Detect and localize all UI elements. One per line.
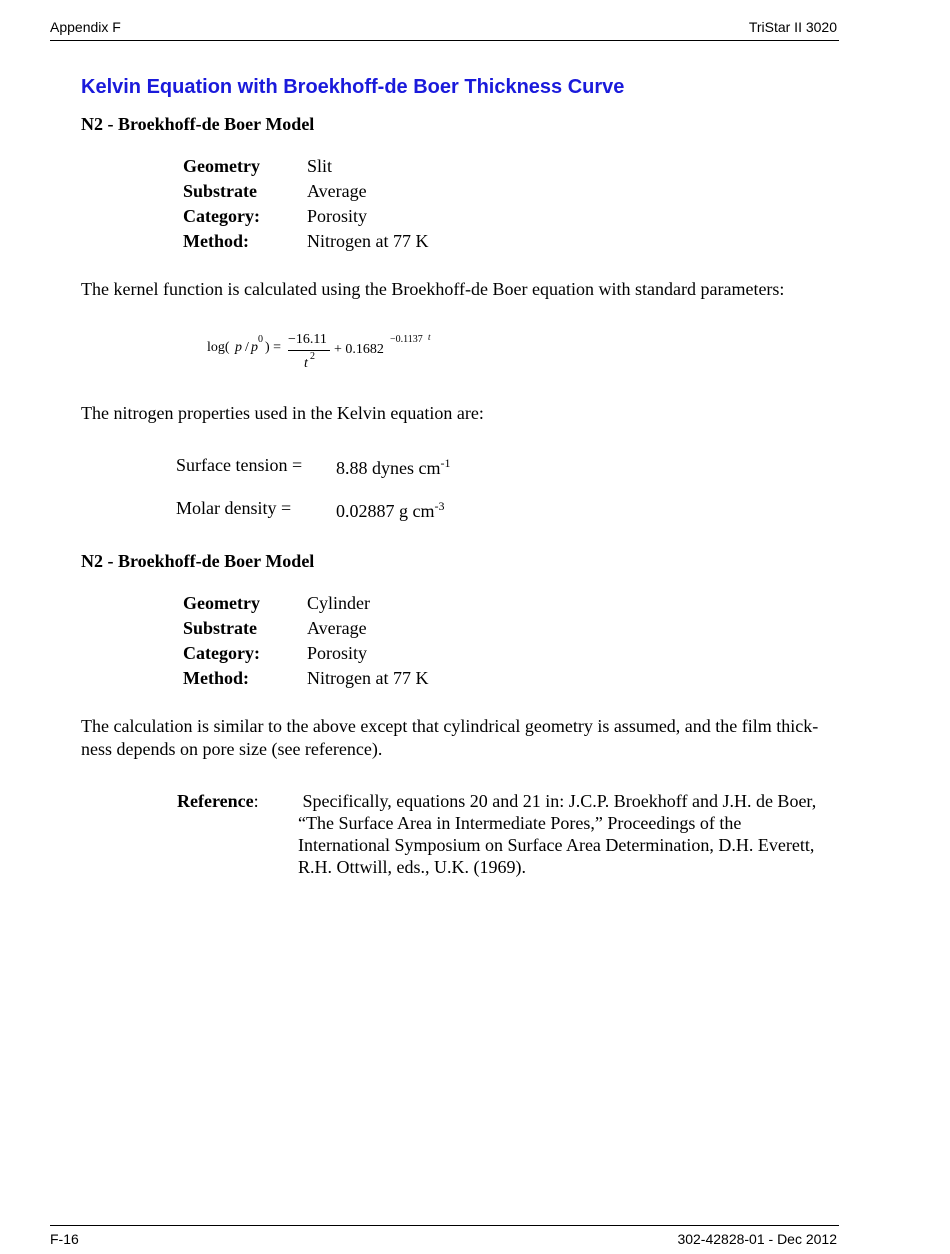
eq-fraction-bar xyxy=(288,350,330,351)
reference-colon: : xyxy=(253,791,259,811)
property-value: Slit xyxy=(307,156,333,176)
reference-line: R.H. Ottwill, eds., U.K. (1969). xyxy=(298,857,526,877)
calculation-line: The calculation is similar to the above except that cylindrical geometry is assumed, and the film thick- xyxy=(81,716,819,736)
property-value: Average xyxy=(307,618,367,638)
calculation-line: ness depends on pore size (see reference). xyxy=(81,739,383,759)
eq-p0: p xyxy=(251,340,258,355)
property-value: Average xyxy=(307,181,367,201)
eq-log: log( xyxy=(207,340,230,355)
property-label: Category: xyxy=(183,206,260,226)
reference-line: “The Surface Area in Intermediate Pores,” Proceedings of the xyxy=(298,813,742,833)
eq-p0-sup: 0 xyxy=(258,334,263,345)
page-footer xyxy=(50,1225,839,1247)
property-label: Geometry xyxy=(183,156,260,176)
property-value: Porosity xyxy=(307,206,368,226)
reference-label xyxy=(177,791,259,812)
eq-denominator-sup: 2 xyxy=(310,351,315,362)
kelvin-equation xyxy=(207,326,467,378)
surface-tension-label: Surface tension = xyxy=(176,455,303,475)
page-header xyxy=(50,18,839,41)
reference-line: Specifically, equations 20 and 21 in: J.C.P. Broekhoff and J.H. de Boer, xyxy=(298,791,817,811)
property-label: Substrate xyxy=(183,181,258,201)
eq-plus-term: + 0.1682 xyxy=(334,342,384,357)
eq-numerator: −16.11 xyxy=(288,332,327,347)
property-label: Geometry xyxy=(183,593,260,613)
section-title: Kelvin Equation with Broekhoff-de Boer Thickness Curve xyxy=(81,76,625,98)
header-section: Appendix F xyxy=(50,19,121,35)
section1-heading: N2 - Broekhoff-de Boer Model xyxy=(81,114,315,134)
molar-density-value xyxy=(336,499,445,522)
property-label: Method: xyxy=(183,668,249,688)
reference-label-text: Reference xyxy=(177,791,254,811)
molar-density-number: 0.02887 g cm xyxy=(336,501,435,521)
document-id: 302-42828-01 - Dec 2012 xyxy=(677,1231,837,1247)
eq-slash: / xyxy=(245,340,249,355)
property-value: Porosity xyxy=(307,643,368,663)
surface-tension-exponent: -1 xyxy=(440,456,451,470)
calculation-paragraph xyxy=(81,715,841,761)
reference-text xyxy=(298,790,843,878)
property-value: Cylinder xyxy=(307,593,370,613)
eq-equals: ) = xyxy=(265,340,282,355)
page-number: F-16 xyxy=(50,1231,79,1247)
property-value: Nitrogen at 77 K xyxy=(307,231,429,251)
eq-exponent-var: t xyxy=(428,332,431,342)
molar-density-exponent: -3 xyxy=(434,499,445,513)
kernel-paragraph: The kernel function is calculated using the Broekhoff-de Boer equation with standard parameters: xyxy=(81,279,785,299)
molar-density-label: Molar density = xyxy=(176,498,292,518)
property-label: Category: xyxy=(183,643,260,663)
property-label: Method: xyxy=(183,231,249,251)
eq-p: p xyxy=(235,340,242,355)
surface-tension-value xyxy=(336,456,450,479)
reference-line: International Symposium on Surface Area Determination, D.H. Everett, xyxy=(298,835,815,855)
eq-exponent: −0.1137 xyxy=(390,334,423,345)
property-label: Substrate xyxy=(183,618,258,638)
surface-tension-number: 8.88 dynes cm xyxy=(336,458,441,478)
header-product: TriStar II 3020 xyxy=(748,19,837,35)
eq-denominator: t xyxy=(304,356,308,371)
nitrogen-intro: The nitrogen properties used in the Kelvin equation are: xyxy=(81,403,484,423)
section2-heading: N2 - Broekhoff-de Boer Model xyxy=(81,551,315,571)
property-value: Nitrogen at 77 K xyxy=(307,668,429,688)
